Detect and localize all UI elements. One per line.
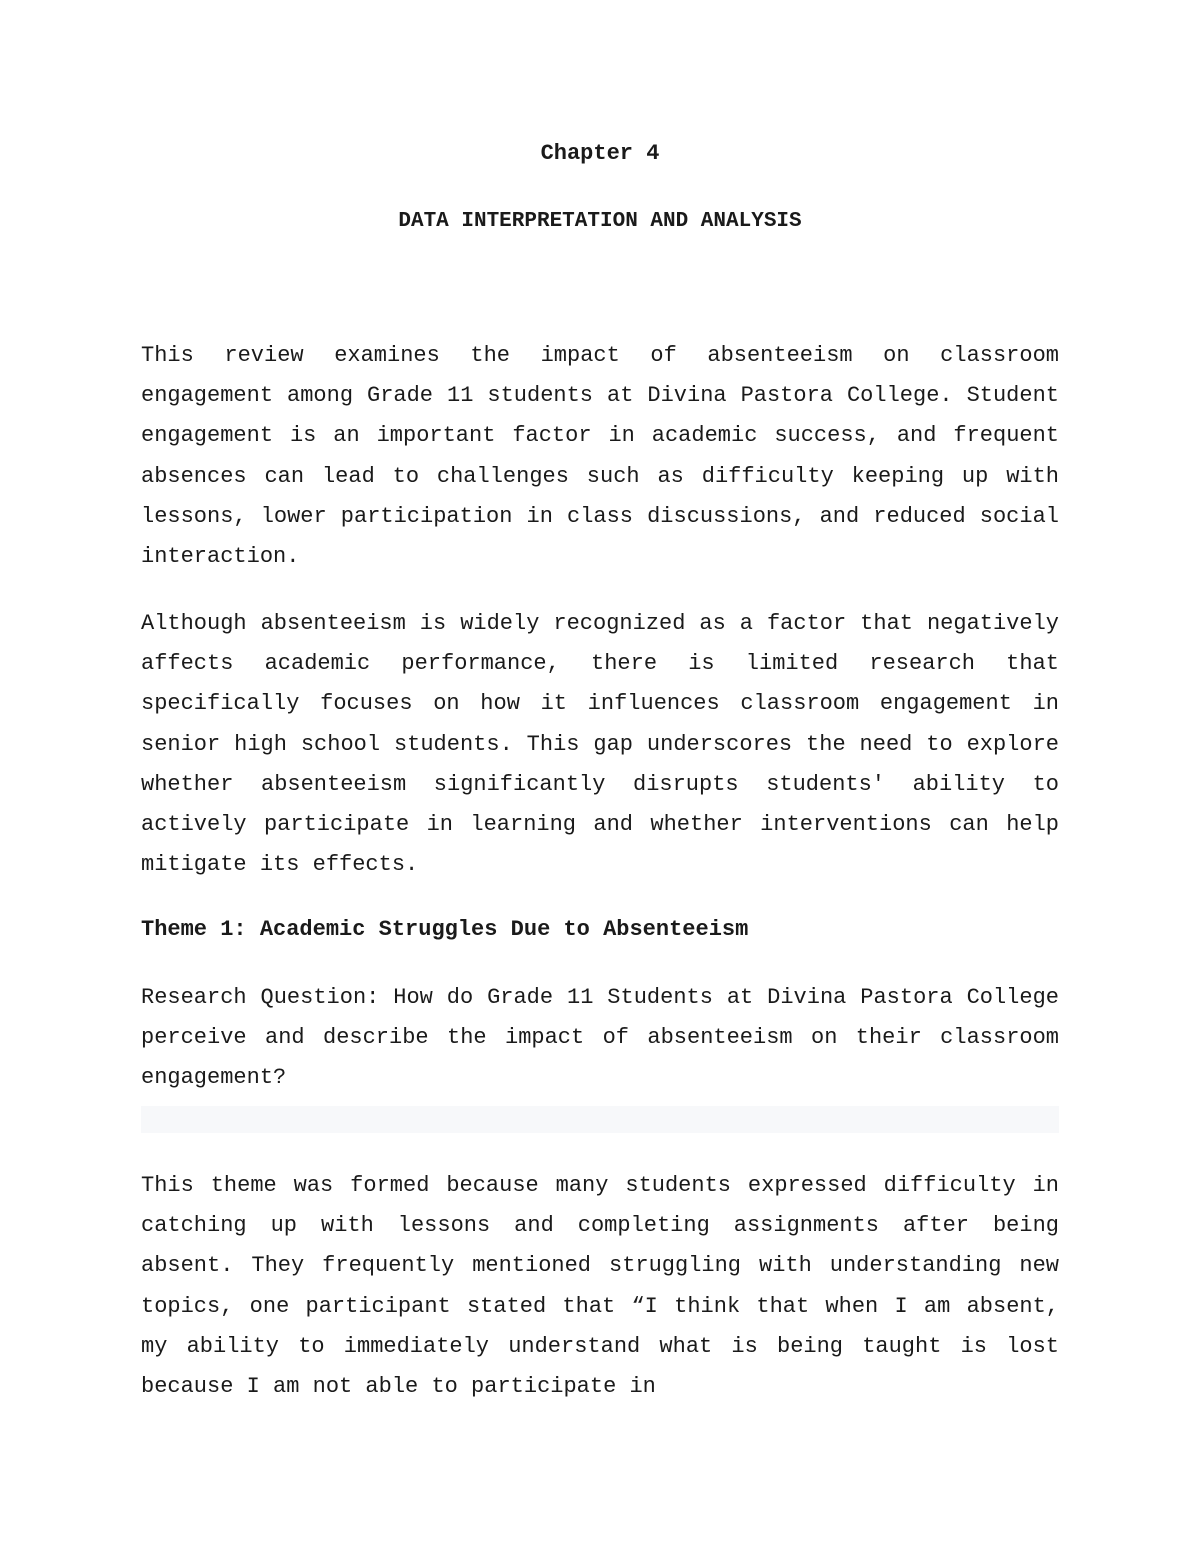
research-gap-paragraph: Although absenteeism is widely recognized as a factor that negatively affects academic performance, there is limited research that specifically focuses on how it influences classroom engagement in senior high school students. This gap underscores the need to explore whether absenteeism significantly disrupts students' ability to actively participate in learning and whether interventions can help mitigate its effects. xyxy=(141,611,1059,878)
research-question: Research Question: How do Grade 11 Students at Divina Pastora College perceive and describe the impact of absenteeism on their classroom engagement? xyxy=(141,985,1059,1091)
intro-paragraph: This review examines the impact of absenteeism on classroom engagement among Grade 11 students at Divina Pastora College. Student engagement is an important factor in academic success, and frequent absences can lead to challenges such as difficulty keeping up with lessons, lower participation in class discussions, and reduced social interaction. xyxy=(141,343,1059,570)
highlight-band xyxy=(141,1106,1059,1133)
section-title: DATA INTERPRETATION AND ANALYSIS xyxy=(398,210,802,233)
theme-paragraph: This theme was formed because many students expressed difficulty in catching up with lessons and completing assignments after being absent. They frequently mentioned struggling with understanding new topics, one participant stated that “I think that when I am absent, my ability to immediately understand what is being taught is lost because I am not able to participate in xyxy=(141,1173,1059,1400)
theme-heading: Theme 1: Academic Struggles Due to Absenteeism xyxy=(141,917,749,942)
chapter-heading: Chapter 4 xyxy=(540,141,660,166)
